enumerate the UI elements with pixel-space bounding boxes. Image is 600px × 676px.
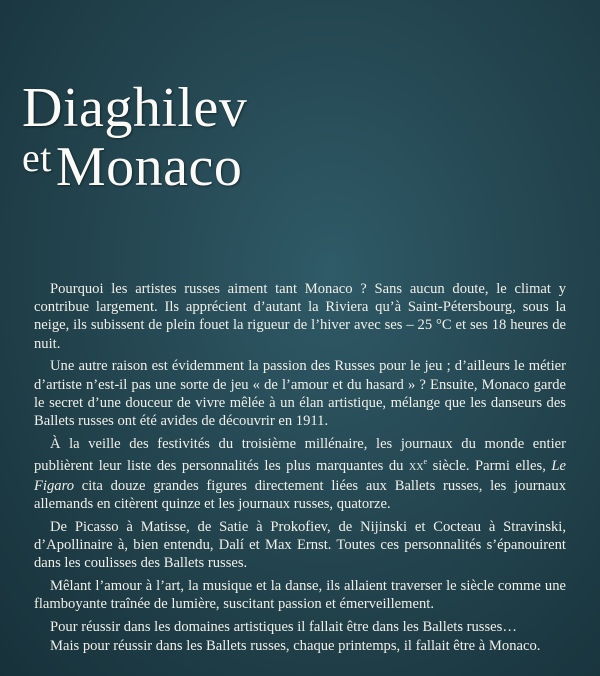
century-superscript: e xyxy=(423,456,428,466)
title-line-et-monaco xyxy=(22,135,247,198)
body-text xyxy=(34,280,566,656)
paragraph-7: Mais pour réussir dans les Ballets russes, chaque printemps, il fallait être à Monaco. xyxy=(50,638,541,655)
paragraph-2: Une autre raison est évidemment la passion des Russes pour le jeu ; d’ailleurs le métier d’artiste n’est-il pas une sorte de jeu « de l’amour et du hasard » ? Ensuite, Monaco garde le secret d’une douceur de vivre mêlée à un élan artistique, mélange que les danseurs des Ballets russes ont été avides de découvrir en 1911. xyxy=(34,358,566,429)
century-numeral: XX xyxy=(409,461,424,473)
paragraph-1: Pourquoi les artistes russes aiment tant Monaco ? Sans aucun doute, le climat y contribue largement. Ils apprécient d’autant la Riviera qu’à Saint-Pétersbourg, sous la neige, ils subissent de plein fouet la rigueur de l’hiver avec ses – 25 °C et ses 18 heures de nuit. xyxy=(34,281,566,352)
newspaper-name: Le Figaro xyxy=(34,457,567,494)
paragraph-3-part-3: cita douze grandes figures directement liées aux Ballets russes, les journaux allemands en citèrent quinze et les journaux russes, quatorze. xyxy=(34,477,566,513)
paragraph-3 xyxy=(34,435,566,514)
paragraph-4: De Picasso à Matisse, de Satie à Prokofiev, de Nijinski et Cocteau à Stravinski, d’Apollinaire à, bien entendu, Dalí et Max Ernst. Toutes ces personnalités s’épanouirent dans les coulisses des Ballets russes. xyxy=(34,518,566,572)
title-line-diaghilev: Diaghilev xyxy=(22,77,248,139)
paragraph-5: Mêlant l’amour à l’art, la musique et la danse, ils allaient traverser le siècle comme une flamboyante traînée de lumière, suscitant passion et émerveillement. xyxy=(34,577,566,613)
paragraph-6: Pour réussir dans les domaines artistiques il fallait être dans les Ballets russes… xyxy=(50,618,517,635)
paragraph-3-part-1: À la veille des festivités du troisième millénaire, les journaux du monde entier publièrent leur liste des personnalités les plus marquantes du xyxy=(34,435,566,474)
title-word-et: et xyxy=(22,135,52,180)
page-title xyxy=(22,77,248,198)
paragraph-3-part-2: siècle. Parmi elles, xyxy=(427,457,552,474)
title-word-monaco: Monaco xyxy=(55,136,243,198)
